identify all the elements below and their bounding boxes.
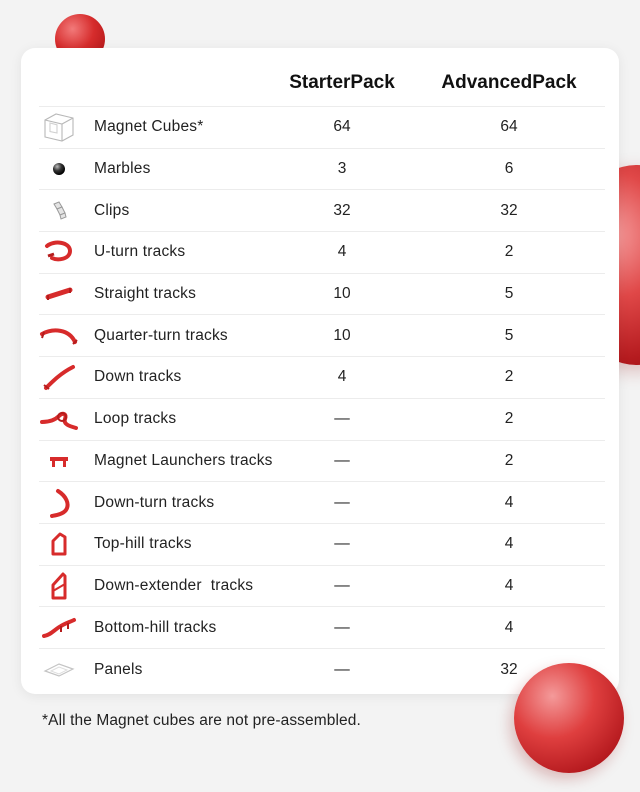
panel-icon: [39, 655, 79, 685]
table-body: [39, 107, 605, 691]
table-row: [39, 149, 605, 191]
advanced-value: 5: [504, 285, 514, 303]
table-header: [21, 48, 619, 106]
bottom-hill-track-icon: [39, 613, 79, 643]
row-label: Magnet Cubes*: [94, 118, 204, 136]
row-label: Clips: [94, 201, 130, 219]
clip-icon: [39, 196, 79, 226]
footnote: *All the Magnet cubes are not pre-assembled.: [42, 712, 361, 729]
table-row: [39, 482, 605, 524]
advanced-value: 2: [504, 451, 514, 469]
starter-value: —: [334, 451, 350, 469]
starter-value: 32: [333, 201, 351, 219]
down-extender-track-icon: [39, 571, 79, 601]
down-turn-track-icon: [39, 488, 79, 518]
straight-track-icon: [39, 279, 79, 309]
row-label: Loop tracks: [94, 410, 177, 428]
row-label: U-turn tracks: [94, 243, 186, 261]
starter-value: 10: [333, 326, 351, 344]
starter-value: 3: [337, 160, 347, 178]
row-label: Down-extender tracks: [94, 576, 254, 594]
starter-value: —: [334, 618, 350, 636]
loop-track-icon: [39, 404, 79, 434]
u-turn-track-icon: [39, 237, 79, 267]
row-label: Top-hill tracks: [94, 535, 192, 553]
comparison-table: [21, 48, 619, 694]
table-row: [39, 190, 605, 232]
table-row: [39, 232, 605, 274]
advanced-value: 4: [504, 618, 514, 636]
table-row: [39, 441, 605, 483]
row-label: Marbles: [94, 160, 151, 178]
launcher-track-icon: [39, 446, 79, 476]
table-row: [39, 649, 605, 691]
advanced-value: 4: [504, 535, 514, 553]
starter-value: —: [334, 493, 350, 511]
row-label: Magnet Launchers tracks: [94, 451, 273, 469]
advanced-value: 6: [504, 160, 514, 178]
decorative-red-ball: [514, 663, 624, 773]
down-track-icon: [39, 362, 79, 392]
table-row: [39, 566, 605, 608]
starter-value: 10: [333, 285, 351, 303]
marble-icon: [39, 154, 79, 184]
table-row: [39, 274, 605, 316]
column-header-starter: StarterPack: [289, 72, 395, 93]
row-label: Down tracks: [94, 368, 182, 386]
starter-value: 64: [333, 118, 351, 136]
starter-value: 4: [337, 243, 347, 261]
advanced-value: 2: [504, 243, 514, 261]
row-label: Down-turn tracks: [94, 493, 215, 511]
starter-value: —: [334, 410, 350, 428]
cube-icon: [39, 112, 79, 142]
table-row: [39, 357, 605, 399]
row-label: Bottom-hill tracks: [94, 618, 217, 636]
advanced-value: 2: [504, 368, 514, 386]
table-row: [39, 524, 605, 566]
table-row: [39, 315, 605, 357]
advanced-value: 64: [500, 118, 518, 136]
advanced-value: 32: [500, 201, 518, 219]
advanced-value: 4: [504, 576, 514, 594]
table-row: [39, 107, 605, 149]
starter-value: —: [334, 535, 350, 553]
top-hill-track-icon: [39, 529, 79, 559]
row-label: Panels: [94, 660, 143, 678]
table-row: [39, 399, 605, 441]
row-label: Quarter-turn tracks: [94, 326, 228, 344]
advanced-value: 4: [504, 493, 514, 511]
advanced-value: 2: [504, 410, 514, 428]
starter-value: —: [334, 576, 350, 594]
column-header-advanced: AdvancedPack: [441, 72, 577, 93]
starter-value: —: [334, 660, 350, 678]
advanced-value: 32: [500, 660, 518, 678]
advanced-value: 5: [504, 326, 514, 344]
starter-value: 4: [337, 368, 347, 386]
table-row: [39, 607, 605, 649]
row-label: Straight tracks: [94, 285, 197, 303]
quarter-turn-track-icon: [39, 321, 79, 351]
